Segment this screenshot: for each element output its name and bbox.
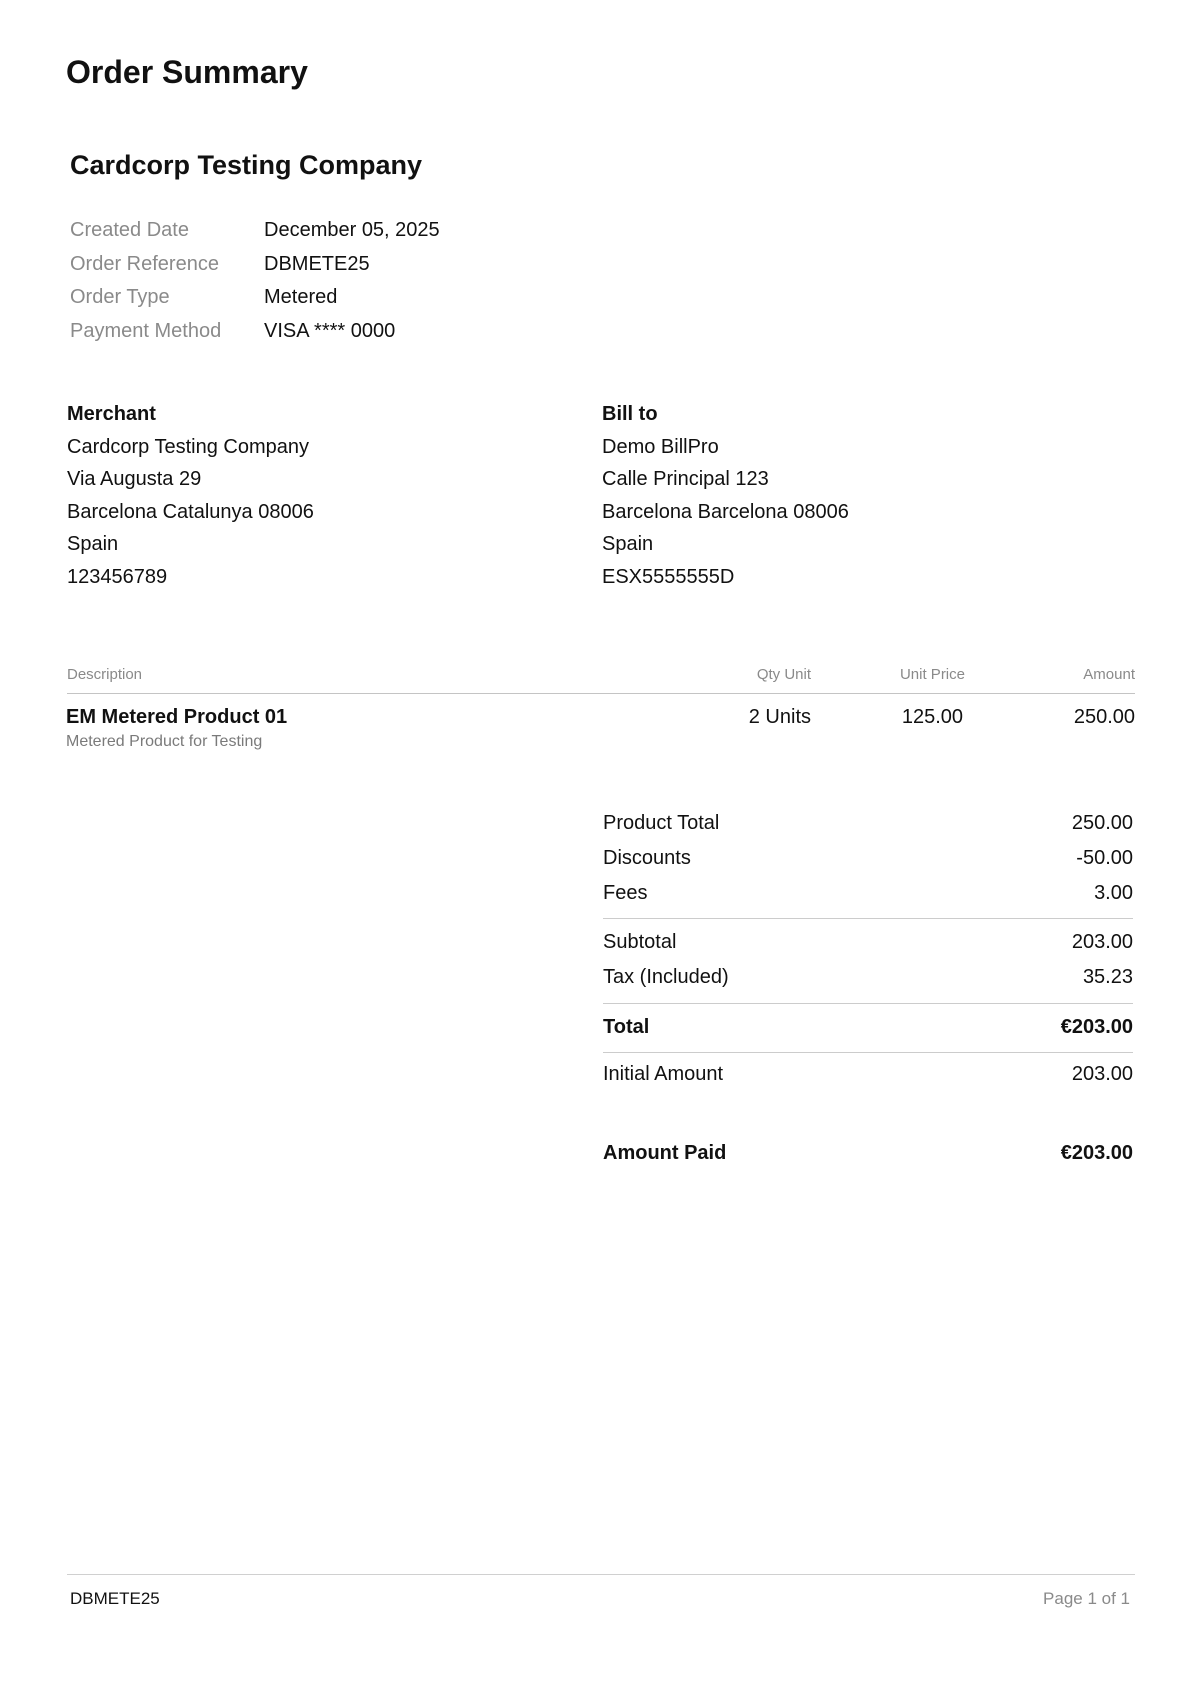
totals-block — [603, 806, 1133, 1171]
totals-label: Discounts — [603, 847, 691, 869]
meta-value: December 05, 2025 — [264, 219, 440, 241]
bill-to-name: Demo BillPro — [602, 435, 719, 458]
totals-label: Tax (Included) — [603, 966, 729, 988]
totals-label: Initial Amount — [603, 1063, 724, 1085]
merchant-city: Barcelona Catalunya 08006 — [67, 500, 314, 523]
bill-to-city: Barcelona Barcelona 08006 — [602, 500, 849, 523]
merchant-block — [67, 398, 547, 593]
footer-reference: DBMETE25 — [70, 1589, 160, 1608]
totals-value: 250.00 — [1071, 812, 1133, 834]
item-amount: 250.00 — [1073, 706, 1135, 728]
meta-row-created-date — [70, 214, 440, 248]
meta-label: Order Reference — [70, 252, 219, 275]
totals-row-product-total — [603, 806, 1133, 841]
totals-value: 203.00 — [1071, 931, 1133, 953]
column-header-amount: Amount — [1083, 666, 1135, 683]
items-table-header — [67, 666, 1135, 694]
meta-row-order-reference — [70, 248, 440, 282]
merchant-street: Via Augusta 29 — [67, 468, 202, 490]
totals-row-total — [603, 1010, 1133, 1045]
meta-label: Payment Method — [70, 319, 222, 342]
totals-row-initial-amount — [603, 1057, 1133, 1092]
totals-row-fees — [603, 876, 1133, 911]
order-meta — [70, 214, 440, 348]
totals-label: Total — [603, 1016, 650, 1038]
bill-to-country: Spain — [602, 533, 654, 555]
meta-value: Metered — [264, 286, 338, 308]
totals-row-discounts — [603, 841, 1133, 876]
merchant-country: Spain — [67, 533, 119, 555]
totals-label: Amount Paid — [603, 1142, 727, 1164]
bill-to-heading: Bill to — [602, 403, 658, 425]
meta-label: Order Type — [70, 286, 170, 308]
merchant-heading: Merchant — [67, 403, 156, 425]
meta-value: VISA **** 0000 — [264, 319, 396, 342]
page-title: Order Summary — [66, 54, 308, 90]
column-header-description: Description — [67, 666, 143, 683]
meta-row-payment-method — [70, 315, 440, 349]
bill-to-street: Calle Principal 123 — [602, 468, 769, 490]
item-subtitle: Metered Product for Testing — [66, 733, 263, 750]
column-header-unit-price: Unit Price — [899, 666, 965, 683]
totals-row-amount-paid — [603, 1136, 1133, 1171]
totals-row-subtotal — [603, 925, 1133, 960]
bill-to-block — [602, 398, 1082, 593]
merchant-tax-id: 123456789 — [67, 565, 168, 588]
footer-divider — [67, 1574, 1135, 1575]
meta-value: DBMETE25 — [264, 252, 370, 275]
item-unit-price: 125.00 — [901, 706, 963, 728]
totals-value: €203.00 — [1060, 1016, 1133, 1038]
meta-row-order-type — [70, 281, 440, 315]
totals-label: Subtotal — [603, 931, 677, 953]
company-title: Cardcorp Testing Company — [70, 150, 423, 180]
totals-value: 3.00 — [1094, 882, 1133, 904]
item-name: EM Metered Product 01 — [66, 706, 288, 728]
totals-value: 203.00 — [1071, 1063, 1133, 1085]
totals-label: Product Total — [603, 812, 720, 834]
totals-value: €203.00 — [1060, 1142, 1133, 1164]
meta-label: Created Date — [70, 219, 189, 241]
item-qty-unit: 2 Units — [748, 706, 811, 728]
table-row — [66, 704, 1135, 760]
totals-label: Fees — [603, 882, 648, 904]
merchant-name: Cardcorp Testing Company — [67, 435, 309, 458]
totals-value: 35.23 — [1082, 966, 1133, 988]
footer-page-number: Page 1 of 1 — [1043, 1589, 1130, 1608]
totals-row-tax — [603, 960, 1133, 995]
column-header-qty-unit: Qty Unit — [756, 666, 811, 683]
totals-value: -50.00 — [1076, 847, 1133, 869]
bill-to-tax-id: ESX5555555D — [602, 565, 735, 588]
